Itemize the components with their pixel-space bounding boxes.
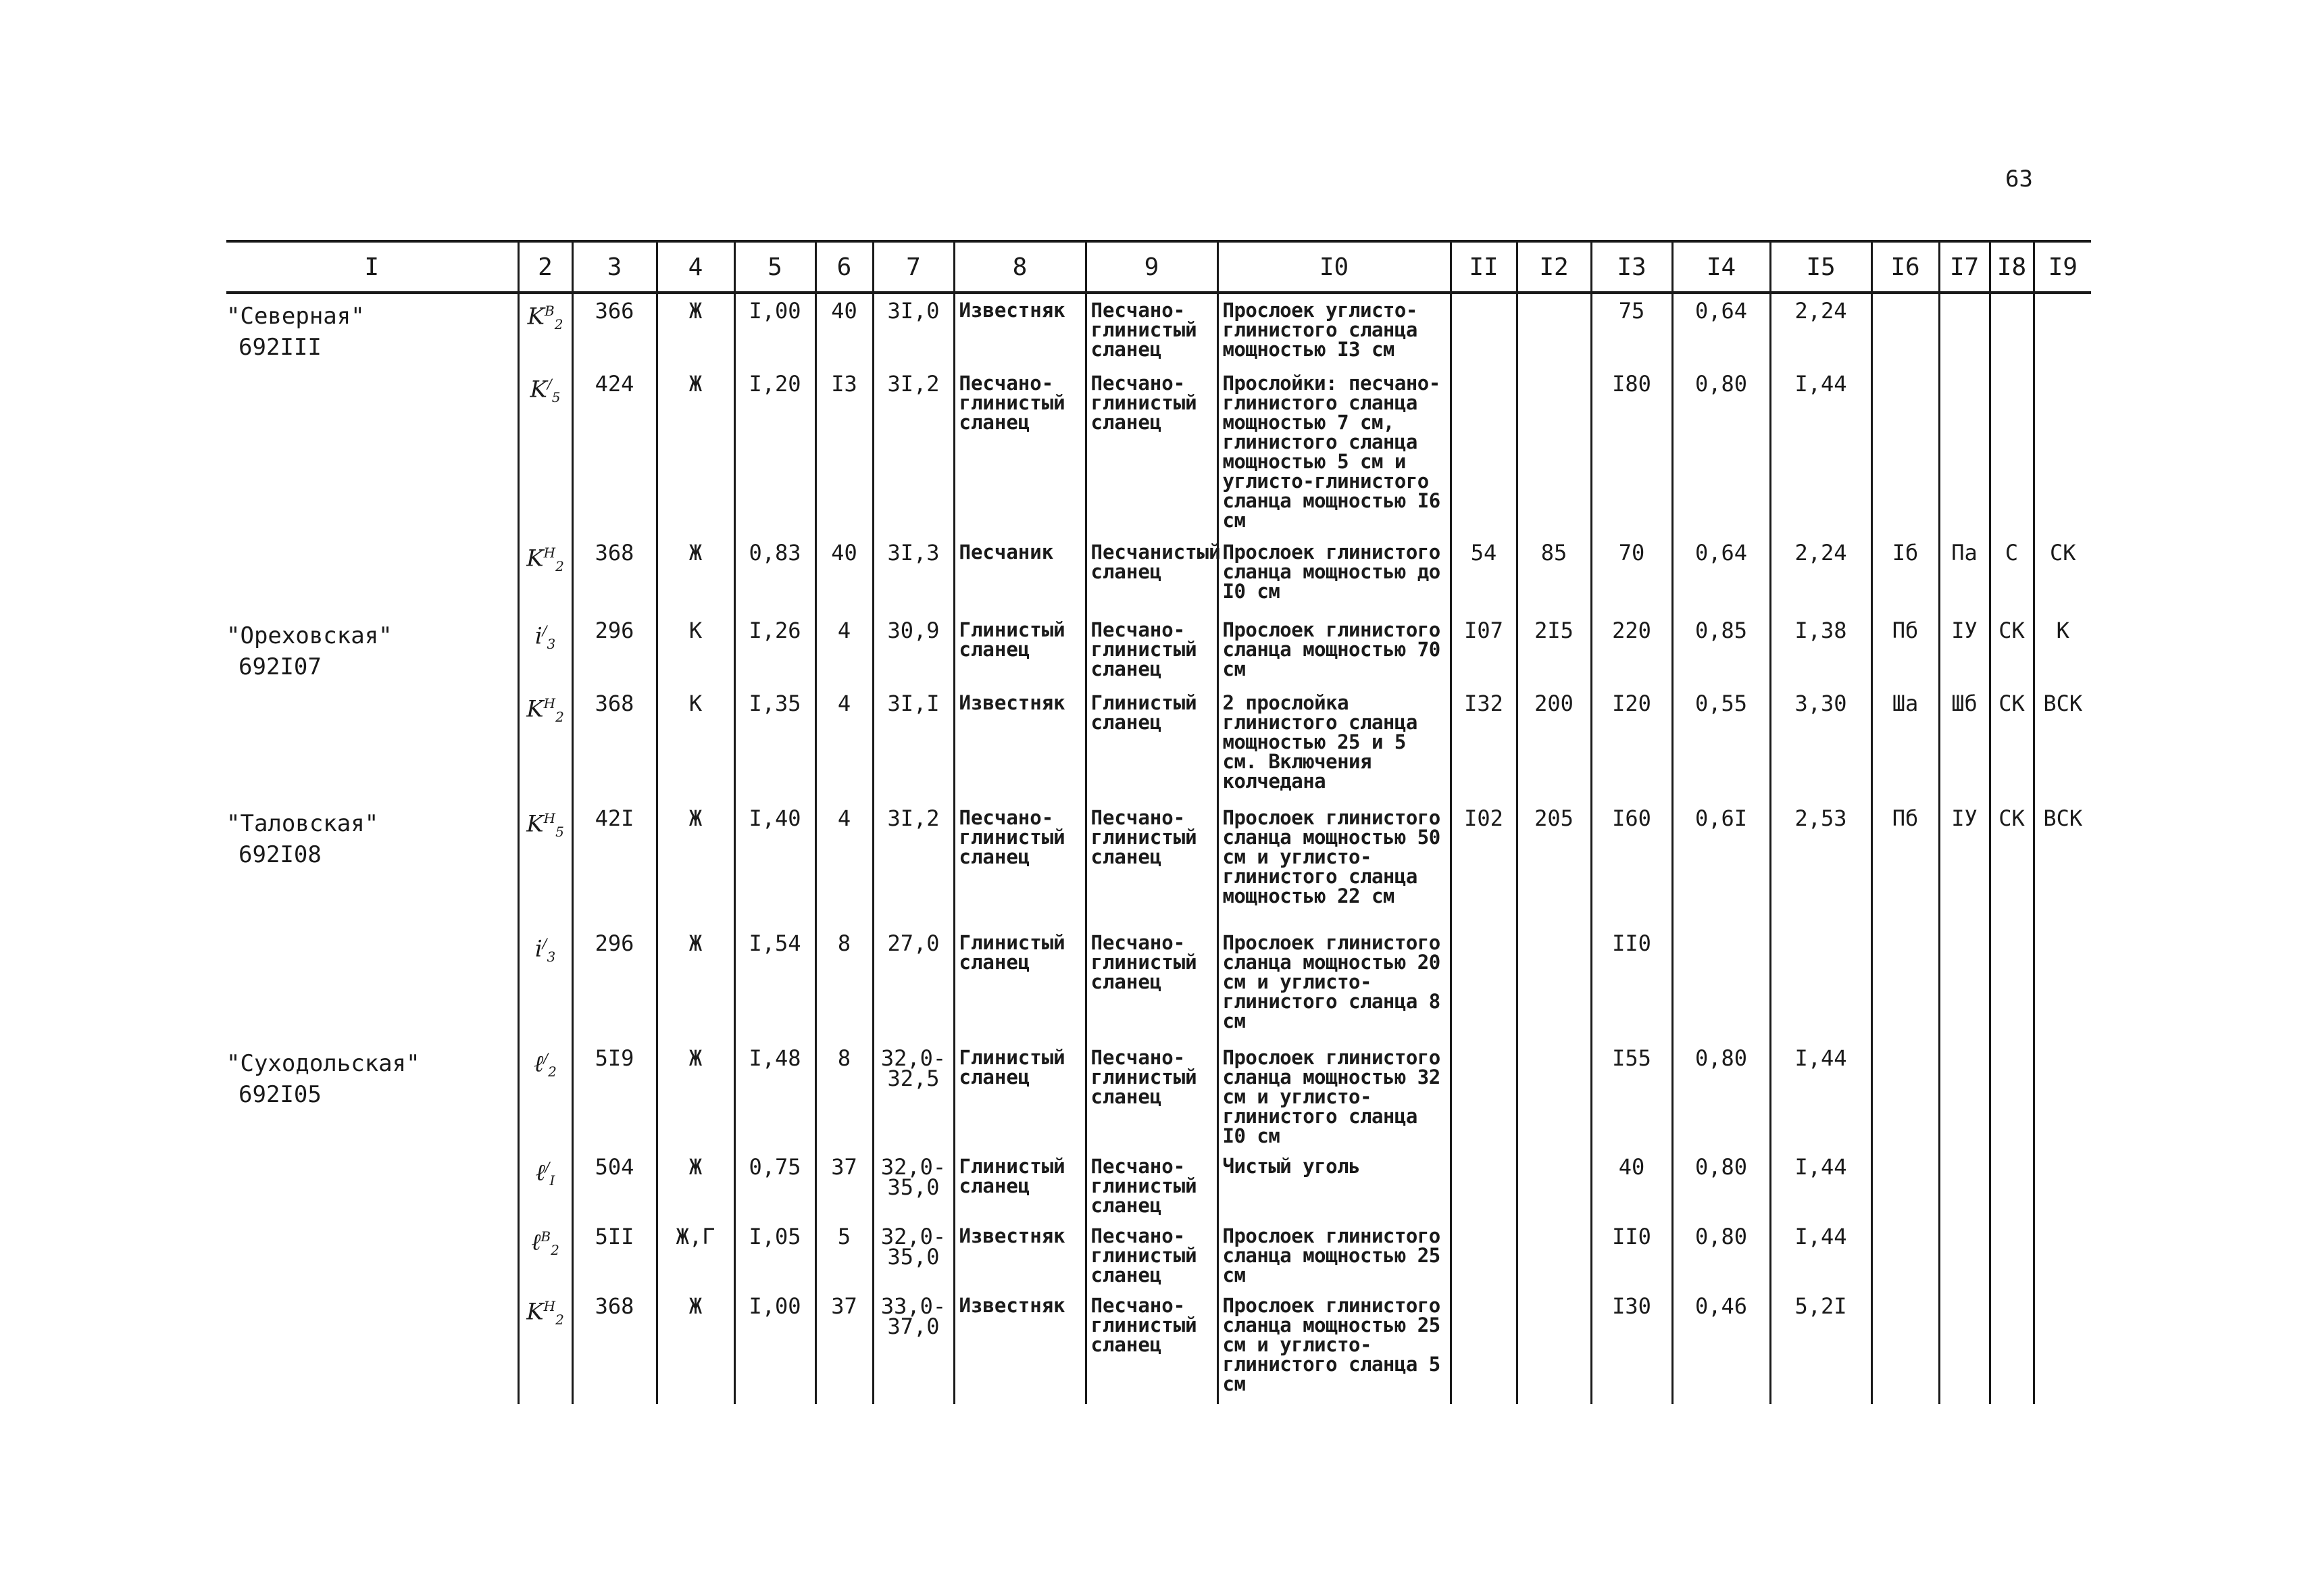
coal-grade-cell: К xyxy=(657,687,734,801)
value-11-cell xyxy=(1451,1289,1517,1404)
table-row xyxy=(226,1289,2091,1404)
seam-index-sup: / xyxy=(547,376,552,392)
roof-rock-cell: Известняк xyxy=(954,293,1086,367)
mine-name: "Таловская" xyxy=(226,810,379,837)
value-16-cell xyxy=(1871,1041,1939,1150)
mine-name-cell xyxy=(226,1289,518,1404)
value-19-cell: К xyxy=(2034,614,2091,687)
table-row xyxy=(226,1041,2091,1150)
value-17-cell xyxy=(1939,293,1990,367)
seam-index-base: K xyxy=(526,1298,544,1326)
value-12-cell xyxy=(1517,1220,1591,1289)
roof-rock-cell: Глинистый сланец xyxy=(954,1150,1086,1220)
value-18-cell: С xyxy=(1990,536,2034,614)
value-11-cell: I32 xyxy=(1451,687,1517,801)
column-header-11: II xyxy=(1451,243,1517,293)
value-14-cell: 0,64 xyxy=(1672,293,1770,367)
mine-code: 692III xyxy=(238,334,322,361)
value-14-cell: 0,80 xyxy=(1672,1220,1770,1289)
value-17-cell xyxy=(1939,367,1990,536)
seam-index-cell xyxy=(518,926,572,1041)
seam-index-cell xyxy=(518,1289,572,1404)
coal-grade-cell: Ж xyxy=(657,1289,734,1404)
value-16-cell xyxy=(1871,367,1939,536)
depth-cell: 368 xyxy=(572,536,657,614)
mine-name-cell xyxy=(226,1150,518,1220)
thickness-cell: I,35 xyxy=(734,687,815,801)
value-7-cell: 3I,2 xyxy=(873,367,954,536)
mine-name: "Ореховская" xyxy=(226,622,393,649)
floor-rock-cell: Песчано-глинистый сланец xyxy=(1086,801,1217,926)
column-header-19: I9 xyxy=(2034,243,2091,293)
value-11-cell xyxy=(1451,1220,1517,1289)
value-17-cell: IУ xyxy=(1939,614,1990,687)
thickness-cell: I,40 xyxy=(734,801,815,926)
seam-structure-cell: Прослоек глинистого сланца мощностью 25 см xyxy=(1217,1220,1451,1289)
seam-index-sup: Н xyxy=(543,545,556,561)
mine-name-cell xyxy=(226,926,518,1041)
thickness-cell: I,54 xyxy=(734,926,815,1041)
column-header-15: I5 xyxy=(1770,243,1871,293)
value-12-cell: 85 xyxy=(1517,536,1591,614)
floor-rock-cell: Песчано-глинистый сланец xyxy=(1086,614,1217,687)
thickness-cell: I,48 xyxy=(734,1041,815,1150)
depth-cell: 368 xyxy=(572,1289,657,1404)
value-13-cell: 40 xyxy=(1591,1150,1672,1220)
value-17-cell xyxy=(1939,1220,1990,1289)
value-12-cell xyxy=(1517,1150,1591,1220)
seam-index-cell xyxy=(518,293,572,367)
seam-index-base: K xyxy=(526,545,544,572)
value-15-cell: 2,24 xyxy=(1770,536,1871,614)
seam-index-base: i xyxy=(534,622,543,650)
value-7-cell: 3I,I xyxy=(873,687,954,801)
floor-rock-cell: Песчано-глинистый сланец xyxy=(1086,1150,1217,1220)
value-15-cell: 2,24 xyxy=(1770,293,1871,367)
value-11-cell xyxy=(1451,1041,1517,1150)
column-header-9: 9 xyxy=(1086,243,1217,293)
coal-grade-cell: Ж xyxy=(657,536,734,614)
seam-index-sup: Н xyxy=(543,810,556,826)
value-15-cell: 3,30 xyxy=(1770,687,1871,801)
thickness-cell: 0,83 xyxy=(734,536,815,614)
floor-rock-cell: Песчано-глинистый сланец xyxy=(1086,367,1217,536)
value-16-cell: Пб xyxy=(1871,614,1939,687)
seam-structure-cell: Прослоек глинистого сланца мощностью 20 см и углисто-глинистого сланца 8 см xyxy=(1217,926,1451,1041)
column-header-5: 5 xyxy=(734,243,815,293)
value-13-cell: I80 xyxy=(1591,367,1672,536)
value-11-cell xyxy=(1451,1150,1517,1220)
page-number: 63 xyxy=(2005,166,2033,193)
seam-structure-cell: Прослоек глинистого сланца мощностью 25 см и углисто-глинистого сланца 5 см xyxy=(1217,1289,1451,1404)
value-12-cell xyxy=(1517,293,1591,367)
value-14-cell xyxy=(1672,926,1770,1041)
column-header-16: I6 xyxy=(1871,243,1939,293)
value-18-cell xyxy=(1990,1220,2034,1289)
table-row xyxy=(226,1220,2091,1289)
value-11-cell xyxy=(1451,293,1517,367)
seam-index-sub: 3 xyxy=(547,949,556,966)
value-12-cell: 205 xyxy=(1517,801,1591,926)
value-14-cell: 0,80 xyxy=(1672,367,1770,536)
column-header-7: 7 xyxy=(873,243,954,293)
thickness-cell: I,26 xyxy=(734,614,815,687)
value-16-cell: Iб xyxy=(1871,536,1939,614)
value-14-cell: 0,55 xyxy=(1672,687,1770,801)
value-19-cell: СК xyxy=(2034,536,2091,614)
table-row xyxy=(226,687,2091,801)
table-row xyxy=(226,614,2091,687)
seam-structure-cell: Прослойки: песчано-глинистого сланца мощностью 7 см, глинистого сланца мощностью 5 см и углисто-глинистого сланца мощностью I6 см xyxy=(1217,367,1451,536)
value-12-cell: 2I5 xyxy=(1517,614,1591,687)
thickness-cell: I,20 xyxy=(734,367,815,536)
value-15-cell: 5,2I xyxy=(1770,1289,1871,1404)
value-17-cell: IУ xyxy=(1939,801,1990,926)
column-header-4: 4 xyxy=(657,243,734,293)
seam-index-sup: / xyxy=(545,1159,550,1175)
value-15-cell: I,44 xyxy=(1770,367,1871,536)
thickness-cell: 0,75 xyxy=(734,1150,815,1220)
value-16-cell: Шa xyxy=(1871,687,1939,801)
value-13-cell: I30 xyxy=(1591,1289,1672,1404)
seam-structure-cell: Прослоек глинистого сланца мощностью 70 см xyxy=(1217,614,1451,687)
value-13-cell: II0 xyxy=(1591,1220,1672,1289)
column-header-18: I8 xyxy=(1990,243,2034,293)
value-7-cell: 3I,0 xyxy=(873,293,954,367)
value-18-cell: СК xyxy=(1990,614,2034,687)
seam-index-cell xyxy=(518,1041,572,1150)
seam-index-sub: 2 xyxy=(548,1064,557,1080)
seam-index-cell xyxy=(518,367,572,536)
seam-index-base: i xyxy=(534,935,543,963)
mine-name-cell xyxy=(226,614,518,687)
column-header-6: 6 xyxy=(815,243,873,293)
seam-structure-cell: Прослоек углисто-глинистого сланца мощностью I3 см xyxy=(1217,293,1451,367)
seam-index-cell xyxy=(518,801,572,926)
seam-index-sub: 3 xyxy=(547,636,556,653)
coal-grade-cell: Ж,Г xyxy=(657,1220,734,1289)
seam-index-sup: / xyxy=(542,935,547,951)
value-18-cell xyxy=(1990,926,2034,1041)
seam-index-sub: 5 xyxy=(551,389,561,406)
value-7-cell: 3I,2 xyxy=(873,801,954,926)
seam-structure-cell: Прослоек глинистого сланца мощностью 50 см и углисто-глинистого сланца мощностью 22 см xyxy=(1217,801,1451,926)
value-11-cell: I02 xyxy=(1451,801,1517,926)
seam-index-sub: 2 xyxy=(554,316,563,333)
value-7-cell: 33,0-37,0 xyxy=(873,1289,954,1404)
table-row xyxy=(226,536,2091,614)
angle-cell: 4 xyxy=(815,687,873,801)
data-table xyxy=(226,243,2091,1404)
angle-cell: 37 xyxy=(815,1289,873,1404)
value-15-cell: I,44 xyxy=(1770,1041,1871,1150)
mine-code: 692I08 xyxy=(238,841,322,868)
seam-index-cell xyxy=(518,614,572,687)
value-16-cell xyxy=(1871,926,1939,1041)
seam-index-cell xyxy=(518,1220,572,1289)
value-14-cell: 0,80 xyxy=(1672,1150,1770,1220)
seam-index-base: ℓ xyxy=(535,1159,545,1187)
value-16-cell xyxy=(1871,1220,1939,1289)
floor-rock-cell: Песчано-глинистый сланец xyxy=(1086,293,1217,367)
value-12-cell xyxy=(1517,1041,1591,1150)
coal-grade-cell: Ж xyxy=(657,293,734,367)
value-14-cell: 0,6I xyxy=(1672,801,1770,926)
column-header-2: 2 xyxy=(518,243,572,293)
floor-rock-cell: Песчано-глинистый сланец xyxy=(1086,1220,1217,1289)
seam-index-sub: I xyxy=(549,1172,555,1189)
value-14-cell: 0,80 xyxy=(1672,1041,1770,1150)
value-17-cell xyxy=(1939,1041,1990,1150)
seam-index-sup: В xyxy=(540,1228,551,1245)
mine-code: 692I07 xyxy=(238,653,322,680)
depth-cell: 368 xyxy=(572,687,657,801)
value-7-cell: 32,0-35,0 xyxy=(873,1150,954,1220)
seam-index-cell xyxy=(518,687,572,801)
angle-cell: I3 xyxy=(815,367,873,536)
mine-name-cell xyxy=(226,801,518,926)
roof-rock-cell: Глинистый сланец xyxy=(954,1041,1086,1150)
mine-name: "Суходольская" xyxy=(226,1050,420,1077)
seam-index-cell xyxy=(518,1150,572,1220)
column-header-1: I xyxy=(226,243,518,293)
value-16-cell xyxy=(1871,1289,1939,1404)
depth-cell: 424 xyxy=(572,367,657,536)
angle-cell: 40 xyxy=(815,536,873,614)
seam-index-sup: Н xyxy=(543,1298,556,1314)
value-16-cell: Пб xyxy=(1871,801,1939,926)
value-18-cell xyxy=(1990,1289,2034,1404)
depth-cell: 296 xyxy=(572,926,657,1041)
value-17-cell: Шб xyxy=(1939,687,1990,801)
value-19-cell xyxy=(2034,293,2091,367)
value-15-cell: I,44 xyxy=(1770,1220,1871,1289)
value-14-cell: 0,85 xyxy=(1672,614,1770,687)
value-19-cell xyxy=(2034,1150,2091,1220)
value-18-cell xyxy=(1990,367,2034,536)
seam-index-sub: 2 xyxy=(555,558,564,575)
depth-cell: 366 xyxy=(572,293,657,367)
table-row xyxy=(226,926,2091,1041)
seam-index-sup: В xyxy=(544,303,555,319)
value-15-cell xyxy=(1770,926,1871,1041)
seam-structure-cell: Прослоек глинистого сланца мощностью до I0 см xyxy=(1217,536,1451,614)
seam-structure-cell: 2 прослойка глинистого сланца мощностью 25 и 5 см. Включения колчедана xyxy=(1217,687,1451,801)
angle-cell: 5 xyxy=(815,1220,873,1289)
angle-cell: 4 xyxy=(815,801,873,926)
mine-name-cell xyxy=(226,536,518,614)
value-7-cell: 32,0-32,5 xyxy=(873,1041,954,1150)
value-15-cell: I,38 xyxy=(1770,614,1871,687)
value-18-cell xyxy=(1990,293,2034,367)
roof-rock-cell: Песчаник xyxy=(954,536,1086,614)
value-18-cell: СК xyxy=(1990,687,2034,801)
depth-cell: 5II xyxy=(572,1220,657,1289)
seam-index-base: ℓ xyxy=(534,1050,544,1078)
value-17-cell xyxy=(1939,1150,1990,1220)
value-13-cell: I60 xyxy=(1591,801,1672,926)
value-18-cell: СК xyxy=(1990,801,2034,926)
angle-cell: 4 xyxy=(815,614,873,687)
floor-rock-cell: Глинистый сланец xyxy=(1086,687,1217,801)
value-13-cell: II0 xyxy=(1591,926,1672,1041)
seam-index-sub: 2 xyxy=(555,1312,564,1328)
roof-rock-cell: Известняк xyxy=(954,687,1086,801)
seam-index-base: K xyxy=(526,810,544,838)
angle-cell: 8 xyxy=(815,1041,873,1150)
value-11-cell xyxy=(1451,367,1517,536)
value-12-cell: 200 xyxy=(1517,687,1591,801)
roof-rock-cell: Глинистый сланец xyxy=(954,614,1086,687)
seam-index-sub: 2 xyxy=(555,709,564,726)
seam-index-base: ℓ xyxy=(531,1228,541,1256)
roof-rock-cell: Песчано-глинистый сланец xyxy=(954,367,1086,536)
table-row xyxy=(226,293,2091,367)
roof-rock-cell: Известняк xyxy=(954,1289,1086,1404)
seam-index-cell xyxy=(518,536,572,614)
column-header-17: I7 xyxy=(1939,243,1990,293)
seam-index-sub: 5 xyxy=(555,824,564,841)
table-row xyxy=(226,801,2091,926)
thickness-cell: I,05 xyxy=(734,1220,815,1289)
floor-rock-cell: Песчано-глинистый сланец xyxy=(1086,926,1217,1041)
seam-index-sup: Н xyxy=(543,695,556,712)
roof-rock-cell: Песчано-глинистый сланец xyxy=(954,801,1086,926)
floor-rock-cell: Песчано-глинистый сланец xyxy=(1086,1289,1217,1404)
seam-index-base: K xyxy=(526,695,544,723)
angle-cell: 40 xyxy=(815,293,873,367)
value-18-cell xyxy=(1990,1150,2034,1220)
seam-structure-cell: Прослоек глинистого сланца мощностью 32 см и углисто-глинистого сланца I0 см xyxy=(1217,1041,1451,1150)
value-11-cell xyxy=(1451,926,1517,1041)
value-18-cell xyxy=(1990,1041,2034,1150)
header-row xyxy=(226,243,2091,293)
depth-cell: 504 xyxy=(572,1150,657,1220)
value-14-cell: 0,64 xyxy=(1672,536,1770,614)
mine-name-cell xyxy=(226,1041,518,1150)
value-19-cell xyxy=(2034,367,2091,536)
value-7-cell: 3I,3 xyxy=(873,536,954,614)
value-12-cell xyxy=(1517,926,1591,1041)
floor-rock-cell: Песчано-глинистый сланец xyxy=(1086,1041,1217,1150)
value-19-cell xyxy=(2034,1041,2091,1150)
seam-structure-cell: Чистый уголь xyxy=(1217,1150,1451,1220)
value-17-cell: Па xyxy=(1939,536,1990,614)
value-7-cell: 27,0 xyxy=(873,926,954,1041)
table-body xyxy=(226,293,2091,1404)
value-7-cell: 32,0-35,0 xyxy=(873,1220,954,1289)
mine-name-cell xyxy=(226,687,518,801)
mine-name: "Северная" xyxy=(226,303,365,330)
seam-index-base: K xyxy=(530,376,547,403)
thickness-cell: I,00 xyxy=(734,293,815,367)
value-16-cell xyxy=(1871,293,1939,367)
table-row xyxy=(226,1150,2091,1220)
value-16-cell xyxy=(1871,1150,1939,1220)
value-13-cell: I55 xyxy=(1591,1041,1672,1150)
coal-grade-cell: К xyxy=(657,614,734,687)
coal-grade-cell: Ж xyxy=(657,926,734,1041)
value-14-cell: 0,46 xyxy=(1672,1289,1770,1404)
thickness-cell: I,00 xyxy=(734,1289,815,1404)
angle-cell: 8 xyxy=(815,926,873,1041)
value-13-cell: 75 xyxy=(1591,293,1672,367)
coal-grade-cell: Ж xyxy=(657,1041,734,1150)
angle-cell: 37 xyxy=(815,1150,873,1220)
value-19-cell xyxy=(2034,1220,2091,1289)
value-19-cell: ВСК xyxy=(2034,801,2091,926)
seam-index-base: K xyxy=(527,303,545,330)
value-13-cell: I20 xyxy=(1591,687,1672,801)
value-12-cell xyxy=(1517,367,1591,536)
column-header-13: I3 xyxy=(1591,243,1672,293)
value-11-cell: I07 xyxy=(1451,614,1517,687)
value-17-cell xyxy=(1939,1289,1990,1404)
value-19-cell: ВСК xyxy=(2034,687,2091,801)
roof-rock-cell: Глинистый сланец xyxy=(954,926,1086,1041)
value-11-cell: 54 xyxy=(1451,536,1517,614)
value-7-cell: 30,9 xyxy=(873,614,954,687)
depth-cell: 42I xyxy=(572,801,657,926)
seam-index-sup: / xyxy=(543,1050,549,1066)
column-header-3: 3 xyxy=(572,243,657,293)
coal-grade-cell: Ж xyxy=(657,367,734,536)
seam-index-sup: / xyxy=(542,622,547,639)
mine-code: 692I05 xyxy=(238,1081,322,1108)
table-row xyxy=(226,367,2091,536)
mine-name-cell xyxy=(226,1220,518,1289)
roof-rock-cell: Известняк xyxy=(954,1220,1086,1289)
floor-rock-cell: Песчанистый сланец xyxy=(1086,536,1217,614)
value-19-cell xyxy=(2034,1289,2091,1404)
value-17-cell xyxy=(1939,926,1990,1041)
mine-name-cell xyxy=(226,367,518,536)
column-header-14: I4 xyxy=(1672,243,1770,293)
seam-index-sub: 2 xyxy=(551,1242,559,1259)
value-15-cell: I,44 xyxy=(1770,1150,1871,1220)
coal-grade-cell: Ж xyxy=(657,1150,734,1220)
value-12-cell xyxy=(1517,1289,1591,1404)
value-13-cell: 70 xyxy=(1591,536,1672,614)
column-header-10: I0 xyxy=(1217,243,1451,293)
coal-grade-cell: Ж xyxy=(657,801,734,926)
value-19-cell xyxy=(2034,926,2091,1041)
column-header-12: I2 xyxy=(1517,243,1591,293)
depth-cell: 296 xyxy=(572,614,657,687)
value-13-cell: 220 xyxy=(1591,614,1672,687)
mine-name-cell xyxy=(226,293,518,367)
coal-seam-table xyxy=(226,240,2091,1435)
depth-cell: 5I9 xyxy=(572,1041,657,1150)
column-header-8: 8 xyxy=(954,243,1086,293)
value-15-cell: 2,53 xyxy=(1770,801,1871,926)
